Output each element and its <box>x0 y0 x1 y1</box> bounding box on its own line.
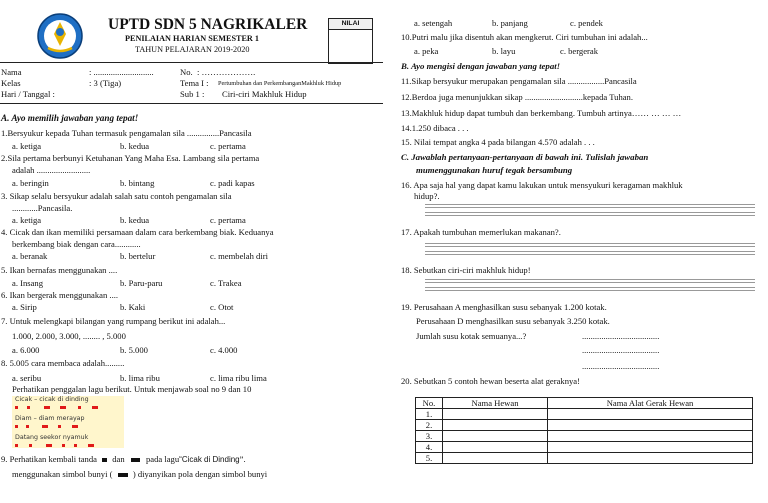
table-cell-alat[interactable] <box>548 453 753 464</box>
q2-option-a[interactable]: a. beringin <box>12 178 49 188</box>
q13-text: 13.Makhluk hidup dapat tumbuh dan berkembang. Tumbuh artinya…… … … … <box>401 108 682 118</box>
q9-text-part4: ”. <box>239 454 246 464</box>
q9-text-part1: 9. Perhatikan kembali tanda <box>1 454 97 464</box>
kelas-label: Kelas <box>1 78 21 88</box>
q3-text-cont: ............Pancasila. <box>12 203 73 213</box>
song-long-mark <box>88 444 94 447</box>
q7-sequence: 1.000, 2.000, 3.000, ........ , 5.000 <box>12 331 126 341</box>
q4-text-cont: berkembang biak dengan cara............ <box>12 239 141 249</box>
song-long-mark <box>44 406 50 409</box>
q16-answer-line[interactable] <box>425 212 755 213</box>
table-cell-hewan[interactable] <box>443 431 548 442</box>
q9-text-cont <box>12 469 267 479</box>
table-cell-hewan[interactable] <box>443 453 548 464</box>
q3-option-b[interactable]: b. kedua <box>120 215 150 225</box>
song-short-mark <box>15 444 18 447</box>
exam-title: PENILAIAN HARIAN SEMESTER 1 <box>125 34 259 43</box>
table-cell-no: 4. <box>416 442 443 453</box>
nama-label: Nama <box>1 67 22 77</box>
q3-option-c[interactable]: c. pertama <box>210 215 246 225</box>
q6-option-a[interactable]: a. Sirip <box>12 302 37 312</box>
q15-text: 15. Nilai tempat angka 4 pada bilangan 4.570 adalah . . . <box>401 137 595 147</box>
song-long-mark <box>46 444 52 447</box>
q1-option-b[interactable]: b. kedua <box>120 141 150 151</box>
q3-text: 3. Sikap selalu bersyukur adalah salah satu contoh pengamalan sila <box>1 191 232 201</box>
long-symbol-icon <box>131 458 140 462</box>
q2-option-b[interactable]: b. bintang <box>120 178 155 188</box>
hari-label: Hari / Tanggal : <box>1 89 55 99</box>
q3-option-a[interactable]: a. ketiga <box>12 215 42 225</box>
q16-answer-line[interactable] <box>425 207 755 208</box>
q6-option-b[interactable]: b. Kaki <box>120 302 146 312</box>
table-row <box>416 453 753 464</box>
section-c-title-cont: mumenggunakan huruf tegak bersambung <box>416 165 573 175</box>
kelas-value: : 3 (Tiga) <box>89 78 122 88</box>
q16-answer-line[interactable] <box>425 215 755 216</box>
song-short-mark <box>74 444 77 447</box>
q2-text-cont: adalah ......................... <box>12 165 91 175</box>
q8-option-a[interactable]: a. seribu <box>12 373 42 383</box>
q4-option-b[interactable]: b. bertelur <box>120 251 156 261</box>
table-cell-hewan[interactable] <box>443 420 548 431</box>
q16-text: 16. Apa saja hal yang dapat kamu lakukan untuk mensyukuri keragaman makhluk <box>401 180 683 190</box>
q19-text-line3: Jumlah susu kotak semuanya...? <box>416 331 527 341</box>
q18-answer-line[interactable] <box>425 282 755 283</box>
section-c-title: C. Jawablah pertanyaan-pertanyaan di bawah ini. Tulislah jawaban <box>401 152 649 162</box>
q1-option-c[interactable]: c. pertama <box>210 141 246 151</box>
song-long-mark <box>72 425 78 428</box>
song-short-mark <box>15 406 18 409</box>
q17-text: 17. Apakah tumbuhan memerlukan makanan?. <box>401 227 561 237</box>
nama-value[interactable]: : ............................ <box>89 67 154 77</box>
score-box <box>328 18 373 64</box>
table-cell-no: 3. <box>416 431 443 442</box>
song-line-2: Diam – diam merayap <box>15 415 85 422</box>
table-row <box>416 431 753 442</box>
song-long-mark <box>42 425 48 428</box>
table-header-hewan: Nama Hewan <box>443 398 548 409</box>
q17-answer-line[interactable] <box>425 251 755 252</box>
table-cell-no: 1. <box>416 409 443 420</box>
q8-text: 8. 5.005 cara membaca adalah......... <box>1 358 125 368</box>
table-header-alat: Nama Alat Gerak Hewan <box>548 398 753 409</box>
table-cell-alat[interactable] <box>548 420 753 431</box>
q16-text-cont: hidup?. <box>414 191 440 201</box>
info-divider <box>0 103 383 104</box>
q9-song-title: “Cicak di Dinding <box>179 455 240 464</box>
song-short-mark <box>27 406 30 409</box>
table-cell-hewan[interactable] <box>443 409 548 420</box>
q6-option-c[interactable]: c. Otot <box>210 302 234 312</box>
q5-option-b[interactable]: b. Paru-paru <box>120 278 163 288</box>
song-line-1: Cicak – cicak di dinding <box>15 396 89 403</box>
q10-option-a[interactable]: a. peka <box>414 46 439 56</box>
school-year: TAHUN PELAJARAN 2019-2020 <box>135 45 250 54</box>
q10-option-c[interactable]: c. bergerak <box>560 46 599 56</box>
q17-answer-line[interactable] <box>425 246 755 247</box>
q2-text: 2.Sila pertama berbunyi Ketuhanan Yang Maha Esa. Lambang sila pertama <box>1 153 260 163</box>
tema-value: Pertumbuhan dan PerkembanganMakhluk Hidup <box>218 80 342 87</box>
q16-answer-line[interactable] <box>425 204 755 205</box>
q4-option-a[interactable]: a. beranak <box>12 251 48 261</box>
q7-option-b[interactable]: b. 5.000 <box>120 345 148 355</box>
q1-option-a[interactable]: a. ketiga <box>12 141 42 151</box>
q19-text-line2: Perusahaan D menghasilkan susu sebanyak 3.250 kotak. <box>416 316 610 326</box>
q19-answer-dots[interactable]: .................................... <box>582 361 660 371</box>
song-long-mark <box>60 406 66 409</box>
sub-value: Ciri-ciri Makhluk Hidup <box>222 89 307 99</box>
q5-text: 5. Ikan bernafas menggunakan .... <box>1 265 118 275</box>
q12-text: 12.Berdoa juga menunjukkan sikap ...........................kepada Tuhan. <box>401 92 634 102</box>
q18-answer-line[interactable] <box>425 279 755 280</box>
q17-answer-line[interactable] <box>425 254 755 255</box>
table-header-row <box>416 398 753 409</box>
table-cell-no: 5. <box>416 453 443 464</box>
q4-text: 4. Cicak dan ikan memiliki persamaan dalam cara berkembang biak. Keduanya <box>1 227 274 237</box>
q9-text-part2: dan <box>112 454 125 464</box>
table-row <box>416 420 753 431</box>
song-short-mark <box>78 406 81 409</box>
song-short-mark <box>58 425 61 428</box>
q9-text-part3: pada lagu <box>145 454 180 464</box>
song-short-mark <box>29 444 32 447</box>
animal-table <box>415 397 753 464</box>
q19-answer-dots[interactable]: .................................... <box>582 331 660 341</box>
q4-option-c[interactable]: c. membelah diri <box>210 251 268 261</box>
q19-text: 19. Perusahaan A menghasilkan susu sebanyak 1.200 kotak. <box>401 302 607 312</box>
q18-text: 18. Sebutkan ciri-ciri makhluk hidup! <box>401 265 531 275</box>
q7-text: 7. Untuk melengkapi bilangan yang rumpang berikut ini adalah... <box>1 316 226 326</box>
tema-label: Tema I : <box>180 78 209 88</box>
table-cell-alat[interactable] <box>548 442 753 453</box>
table-row <box>416 409 753 420</box>
q18-answer-line[interactable] <box>425 290 755 291</box>
song-short-mark <box>15 425 18 428</box>
q19-answer-dots[interactable]: .................................... <box>582 345 660 355</box>
section-a-title: A. Ayo memilih jawaban yang tepat! <box>1 113 139 123</box>
q9-text-cont-part1: menggunakan simbol bunyi ( <box>12 469 113 479</box>
no-value[interactable]: : ………………. <box>197 67 256 77</box>
no-label: No. <box>180 67 193 77</box>
school-logo <box>36 12 84 60</box>
q7-option-a[interactable]: a. 6.000 <box>12 345 40 355</box>
header-divider <box>0 62 383 63</box>
q6-text: 6. Ikan bergerak menggunakan .... <box>1 290 119 300</box>
song-short-mark <box>62 444 65 447</box>
q8-option-c[interactable]: c. lima ribu lima <box>210 373 267 383</box>
song-excerpt-image <box>12 396 124 448</box>
q9-option-b[interactable]: b. panjang <box>492 18 528 28</box>
q14-text: 14.1.250 dibaca . . . <box>401 123 469 133</box>
song-long-mark <box>92 406 98 409</box>
table-row <box>416 442 753 453</box>
school-name: UPTD SDN 5 NAGRIKALER <box>108 16 308 33</box>
q2-option-c[interactable]: c. padi kapas <box>210 178 255 188</box>
song-short-mark <box>26 425 29 428</box>
table-cell-hewan[interactable] <box>443 442 548 453</box>
q8-option-b[interactable]: b. lima ribu <box>120 373 160 383</box>
q10-text: 10.Putri malu jika disentuh akan mengkerut. Ciri tumbuhan ini adalah... <box>401 32 648 42</box>
table-cell-alat[interactable] <box>548 431 753 442</box>
q7-option-c[interactable]: c. 4.000 <box>210 345 238 355</box>
q17-answer-line[interactable] <box>425 243 755 244</box>
q9-option-c[interactable]: c. pendek <box>570 18 603 28</box>
sub-label: Sub 1 : <box>180 89 205 99</box>
score-box-label: NILAI <box>329 19 372 30</box>
q18-answer-line[interactable] <box>425 287 755 288</box>
q5-option-a[interactable]: a. Insang <box>12 278 44 288</box>
q5-option-c[interactable]: c. Trakea <box>210 278 242 288</box>
long-symbol-icon <box>118 473 128 477</box>
q9-option-a[interactable]: a. setengah <box>414 18 453 28</box>
q10-option-b[interactable]: b. layu <box>492 46 516 56</box>
table-cell-no: 2. <box>416 420 443 431</box>
q9-text <box>1 454 246 465</box>
section-b-title: B. Ayo mengisi dengan jawaban yang tepat! <box>401 61 561 71</box>
table-header-no: No. <box>416 398 443 409</box>
q20-text: 20. Sebutkan 5 contoh hewan beserta alat geraknya! <box>401 376 580 386</box>
q1-text: 1.Bersyukur kepada Tuhan termasuk pengamalan sila ...............Pancasila <box>1 128 252 138</box>
q9-text-cont-part2: ) diyanyikan pola dengan simbol bunyi <box>132 469 268 479</box>
short-symbol-icon <box>102 458 107 462</box>
q11-text: 11.Sikap bersyukur merupakan pengamalan sila .................Pancasila <box>401 76 637 86</box>
q9-intro: Perhatikan penggalan lagu berikut. Untuk menjawab soal no 9 dan 10 <box>12 384 252 394</box>
song-line-3: Datang seekor nyamuk <box>15 434 89 441</box>
table-cell-alat[interactable] <box>548 409 753 420</box>
